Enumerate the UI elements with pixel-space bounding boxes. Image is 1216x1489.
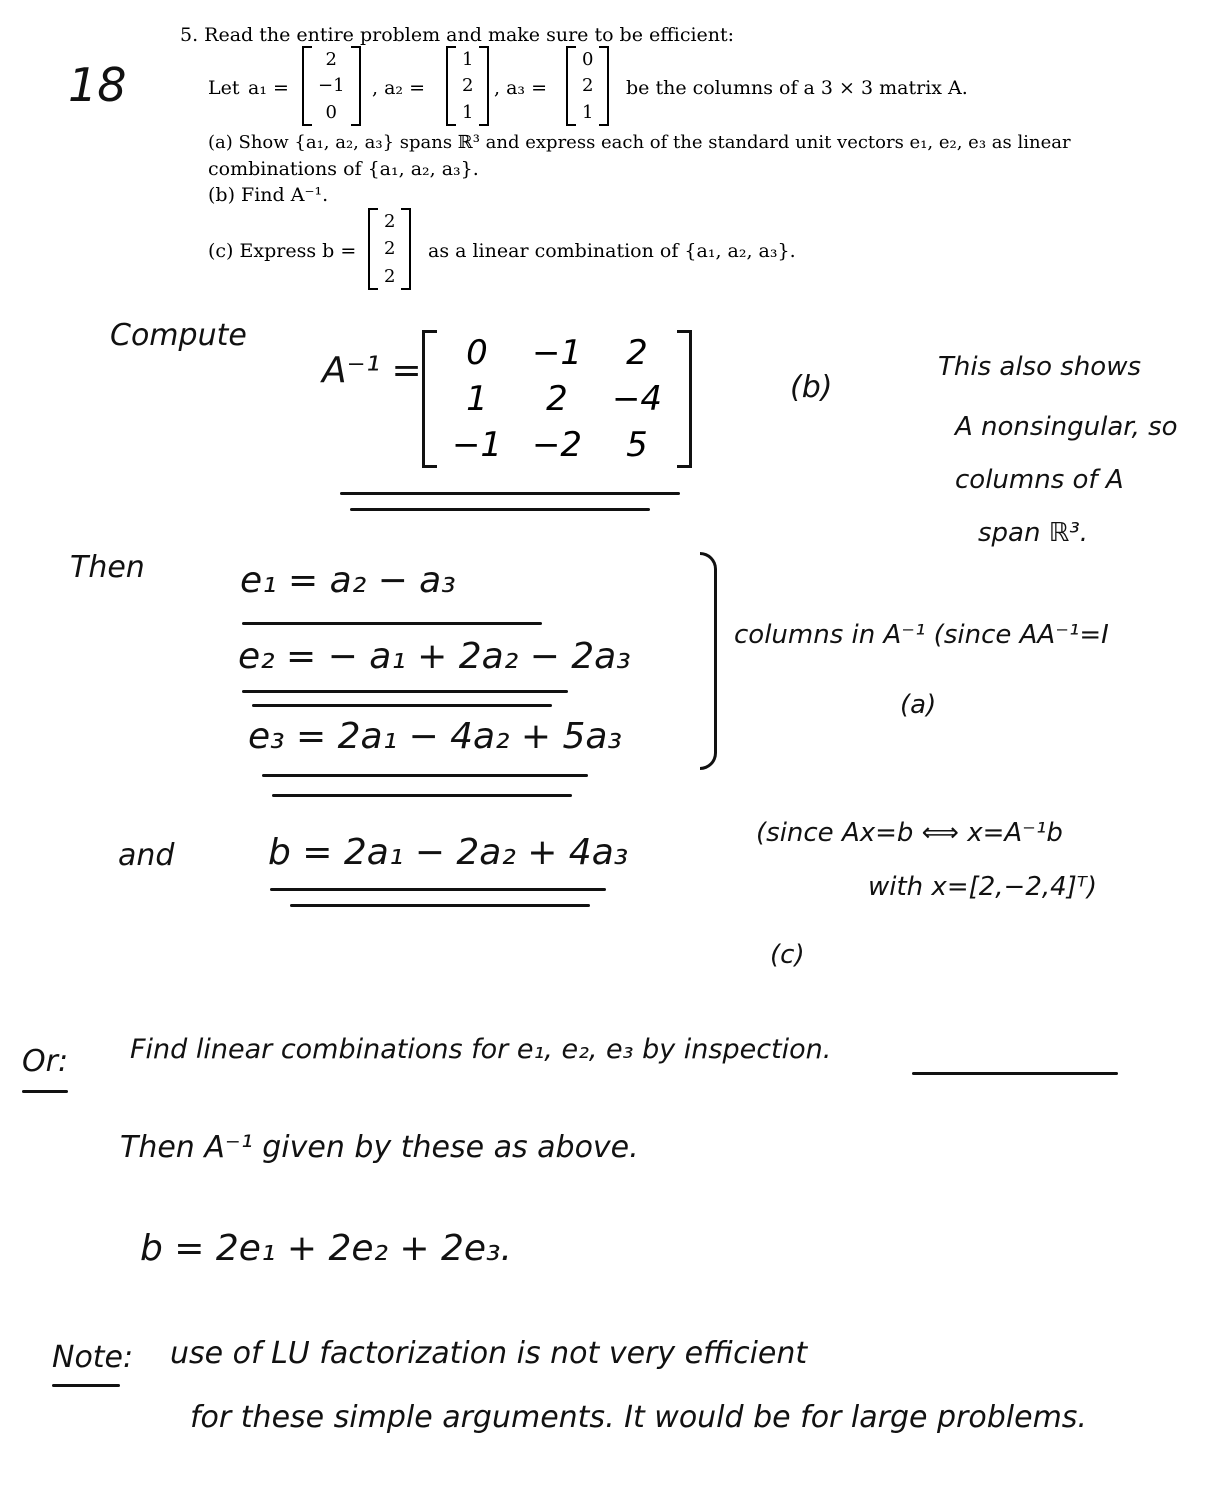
- inspection-underline: [912, 1072, 1118, 1075]
- ainv-cell: 2: [546, 379, 568, 419]
- vector-a1: [302, 46, 361, 126]
- bracket: [700, 552, 717, 770]
- e1-equation: e₁ = a₂ − a₃: [240, 560, 456, 601]
- ainv-cell: −1: [531, 333, 583, 373]
- vector-a2: [446, 46, 489, 126]
- note-b-line: columns of A: [955, 465, 1124, 495]
- vector-a2-entry: 2: [462, 75, 474, 97]
- note-label: Note:: [52, 1340, 134, 1375]
- note-line-1: use of LU factorization is not very efficient: [170, 1336, 808, 1371]
- ainv-cell: −2: [531, 425, 583, 465]
- vector-a2-label: , a₂ =: [372, 77, 425, 99]
- part-a-line-1: (a) Show {a₁, a₂, a₃} spans ℝ³ and express each of the standard unit vectors e₁, e₂, e₃ as linear: [208, 132, 1071, 153]
- label-c: (c): [770, 940, 805, 970]
- since-line-1: (since Ax=b ⟺ x=A⁻¹b: [756, 818, 1063, 848]
- part-c-prefix: (c) Express b =: [208, 240, 357, 262]
- ainv-cell: 1: [466, 379, 488, 419]
- then-line: Then A⁻¹ given by these as above.: [120, 1130, 639, 1165]
- let-label: Let: [208, 77, 240, 99]
- vector-a3-label: , a₃ =: [494, 77, 547, 99]
- or-label: Or:: [22, 1044, 69, 1079]
- note-line-2: for these simple arguments. It would be for large problems.: [190, 1400, 1087, 1435]
- e1-underline: [242, 622, 542, 625]
- note-b-line: This also shows: [938, 352, 1142, 382]
- and-label: and: [118, 838, 175, 873]
- ainv-cell: 0: [466, 333, 488, 373]
- then-label: Then: [70, 550, 145, 585]
- b-expression: b = 2a₁ − 2a₂ + 4a₃: [268, 832, 629, 873]
- vector-a3-entry: 1: [582, 102, 594, 124]
- vector-b-entry: 2: [384, 265, 396, 287]
- problem-line-1: 5. Read the entire problem and make sure to be efficient:: [180, 24, 735, 46]
- note-underline: [52, 1384, 120, 1387]
- note-b-line: span ℝ³.: [978, 518, 1089, 548]
- vector-b-entry: 2: [384, 211, 396, 233]
- part-a-line-2: combinations of {a₁, a₂, a₃}.: [208, 158, 479, 180]
- b-underline: [290, 904, 590, 907]
- part-b: (b) Find A⁻¹.: [208, 184, 329, 206]
- e2-equation: e₂ = − a₁ + 2a₂ − 2a₃: [238, 636, 631, 677]
- ainv-cell: −4: [611, 379, 663, 419]
- label-b: (b): [790, 370, 833, 405]
- vector-a1-entry: −1: [318, 75, 345, 97]
- ainv-matrix: [422, 330, 692, 468]
- score: 18: [68, 58, 127, 112]
- vector-b: [368, 208, 411, 290]
- label-a: (a): [900, 690, 937, 720]
- vector-a3: [566, 46, 609, 126]
- part-c-suffix: as a linear combination of {a₁, a₂, a₃}.: [428, 240, 796, 262]
- e3-underline: [262, 774, 588, 777]
- ainv-cell: −1: [451, 425, 503, 465]
- since-line-2: with x=[2,−2,4]ᵀ): [868, 872, 1097, 902]
- ainv-underline: [340, 492, 680, 495]
- vector-a3-entry: 2: [582, 75, 594, 97]
- vector-a2-entry: 1: [462, 48, 474, 70]
- note-b-line: A nonsingular, so: [955, 412, 1178, 442]
- vector-a1-label: a₁ =: [248, 77, 289, 99]
- vector-a1-entry: 2: [325, 48, 337, 70]
- vector-a1-entry: 0: [325, 102, 337, 124]
- vector-a3-entry: 0: [582, 48, 594, 70]
- ainv-cell: 5: [626, 425, 648, 465]
- e3-equation: e₃ = 2a₁ − 4a₂ + 5a₃: [248, 716, 622, 757]
- e2-underline: [252, 704, 552, 707]
- or-line: Find linear combinations for e₁, e₂, e₃ by inspection.: [130, 1034, 832, 1065]
- vector-a2-entry: 1: [462, 102, 474, 124]
- compute-label: Compute: [110, 318, 247, 353]
- ainv-label: A⁻¹ =: [322, 350, 422, 391]
- e3-underline: [272, 794, 572, 797]
- e2-underline: [242, 690, 568, 693]
- b-line: b = 2e₁ + 2e₂ + 2e₃.: [140, 1228, 512, 1269]
- ainv-cell: 2: [626, 333, 648, 373]
- vector-b-entry: 2: [384, 238, 396, 260]
- b-underline: [270, 888, 606, 891]
- columns-note: columns in A⁻¹ (since AA⁻¹=I: [734, 620, 1109, 650]
- ainv-underline: [350, 508, 650, 511]
- columns-text: be the columns of a 3 × 3 matrix A.: [626, 77, 968, 99]
- or-underline: [22, 1090, 68, 1093]
